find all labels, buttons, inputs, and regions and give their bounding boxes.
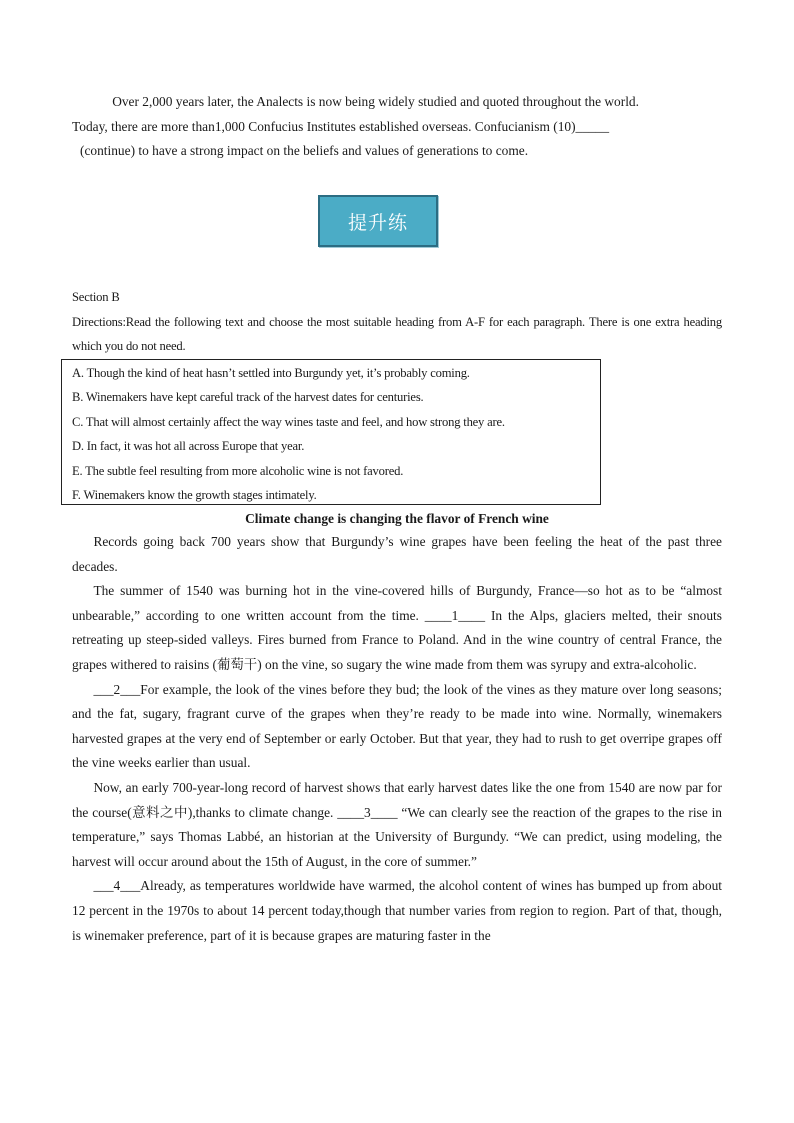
article-paragraph-5: ___4___Already, as temperatures worldwide have warmed, the alcohol content of wines has bumped up from about 12 percent in the 1970s to about 14 percent today,though that number varies from region to region. Part of that, though, is winemaker preference, part of it is because grapes are maturing faster in the <box>72 878 722 943</box>
section-heading: Section B <box>72 290 120 304</box>
article-title: Climate change is changing the flavor of French wine <box>245 511 549 526</box>
article-paragraph-2: The summer of 1540 was burning hot in the vine-covered hills of Burgundy, France—so hot as to be “almost unbearable,” according to one written account from the time. ____1____ In the Alps, glaciers melted, their snouts retreating up steep-sided valleys. Fires burned from France to Poland. And in the wine country of central France, the grapes withered to raisins (葡萄干) on the vine, so sugary the wine made from them was syrupy and extra-alcoholic. <box>72 583 722 672</box>
article-paragraph-1: Records going back 700 years show that Burgundy’s wine grapes have been feeling the heat of the past three decades. <box>72 534 722 574</box>
practice-badge <box>318 195 438 247</box>
option-f: F. Winemakers know the growth stages intimately. <box>72 488 317 503</box>
option-a: A. Though the kind of heat hasn’t settled into Burgundy yet, it’s probably coming. <box>72 366 470 380</box>
option-b: B. Winemakers have kept careful track of the harvest dates for centuries. <box>72 390 424 405</box>
section-directions: Directions:Read the following text and choose the most suitable heading from A-F for each paragraph. There is one extra heading which you do not need. <box>72 314 722 354</box>
option-c: C. That will almost certainly affect the way wines taste and feel, and how strong they are. <box>72 414 505 429</box>
intro-line-2: Today, there are more than1,000 Confucius Institutes established overseas. Confucianism (10)_____ <box>72 118 610 134</box>
practice-badge-label: 提升练 <box>347 211 408 234</box>
option-d: D. In fact, it was hot all across Europe that year. <box>72 439 305 454</box>
intro-line-1: Over 2,000 years later, the Analects is now being widely studied and quoted throughout the world. <box>112 94 639 109</box>
heading-options-box <box>61 359 601 505</box>
article-paragraph-4: Now, an early 700-year-long record of harvest shows that early harvest dates like the one from 1540 are now par for the course(意料之中),thanks to climate change. ____3____ “We can clearly see the reaction of the grapes to the rise in temperature,” says Thomas Labbé, an historian at the University of Burgundy. “We can predict, using modeling, the harvest will occur around about the 15th of August, in the core of summer.” <box>72 779 722 869</box>
intro-paragraph <box>72 90 722 164</box>
article-body <box>72 530 722 948</box>
section-header <box>72 285 722 359</box>
article-paragraph-3: ___2___For example, the look of the vines before they bud; the look of the vines as they mature over long seasons; and the fat, sugary, fragrant curve of the grapes when they’re ready to be made into wine. Normally, winemakers harvested grapes at the very end of September or early October. But that year, they had to rush to get overripe grapes off the vine weeks earlier than usual. <box>72 681 722 771</box>
intro-line-3: (continue) to have a strong impact on the beliefs and values of generations to come. <box>80 143 529 159</box>
option-e: E. The subtle feel resulting from more alcoholic wine is not favored. <box>72 463 404 478</box>
